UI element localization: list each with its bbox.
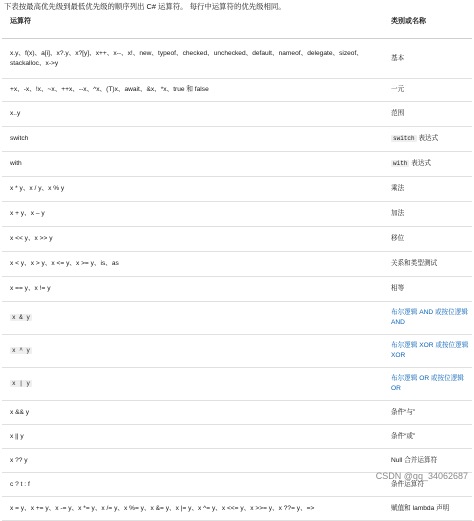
table-header-row [2,12,472,39]
table-row [2,368,472,401]
table-row [2,102,472,127]
operator-cell[interactable] [2,368,383,401]
table-row [2,202,472,227]
table-row [2,497,472,521]
category-cell: 基本 [383,39,472,79]
table-row [2,302,472,335]
table-body [2,39,472,521]
category-cell: 加法 [383,202,472,227]
table-row [2,177,472,202]
header-operators: 运算符 [2,12,383,39]
operator-cell[interactable]: switch [2,127,383,152]
table-row [2,425,472,449]
operator-cell[interactable] [2,335,383,368]
category-cell[interactable]: 布尔逻辑 AND 或按位逻辑 AND [383,302,472,335]
category-cell: 条件运算符 [383,473,472,497]
table-row [2,39,472,79]
category-cell: 乘法 [383,177,472,202]
category-cell: 条件“或” [383,425,472,449]
operator-precedence-table [2,12,472,521]
category-cell[interactable]: 布尔逻辑 XOR 或按位逻辑 XOR [383,335,472,368]
operator-cell[interactable] [2,302,383,335]
category-cell: 条件“与” [383,401,472,425]
operator-cell[interactable]: x * y、x / y、x % y [2,177,383,202]
category-cell [383,152,472,177]
operator-cell[interactable]: x == y、x != y [2,277,383,302]
category-keyword-code: switch [393,135,415,142]
header-category: 类别或名称 [383,12,472,39]
category-cell [383,127,472,152]
operator-cell[interactable]: x = y、x += y、x -= y、x *= y、x /= y、x %= y、x &= y、x |= y、x ^= y、x <<= y、x >>= y、x ??= y、=> [2,497,383,521]
operator-code: x ^ y [12,347,31,354]
category-cell: 移位 [383,227,472,252]
intro-text: 下表按最高优先级到最低优先级的顺序列出 C# 运算符。 每行中运算符的优先级相同。 [4,2,286,11]
table-row [2,252,472,277]
category-cell: 关系和类型测试 [383,252,472,277]
operator-cell[interactable]: x && y [2,401,383,425]
table-row [2,401,472,425]
operator-cell[interactable]: x || y [2,425,383,449]
category-keyword-code: with [393,160,408,167]
operator-cell[interactable]: +x、-x、!x、~x、++x、--x、^x、(T)x、await、&x、*x、true 和 false [2,79,383,102]
category-cell: 一元 [383,79,472,102]
operator-cell[interactable]: with [2,152,383,177]
operator-code: x & y [12,314,31,321]
watermark: CSDN @qq_34062687 [375,471,468,481]
table-row [2,152,472,177]
table-row [2,277,472,302]
table-row [2,449,472,473]
operator-cell[interactable]: x + y、x – y [2,202,383,227]
category-label: 表达式 [418,135,439,142]
operator-cell[interactable]: x.y、f(x)、a[i]、x?.y、x?[y]、x++、x--、x!、new、typeof、checked、unchecked、default、nameof、delegate、sizeof、stackalloc、x->y [2,39,383,79]
category-cell: 赋值和 lambda 声明 [383,497,472,521]
operator-cell[interactable]: x..y [2,102,383,127]
operator-code: x | y [12,380,31,387]
category-cell: 相等 [383,277,472,302]
operator-cell[interactable]: x < y、x > y、x <= y、x >= y、is、as [2,252,383,277]
operator-cell[interactable]: x ?? y [2,449,383,473]
table-row [2,79,472,102]
category-cell: 范围 [383,102,472,127]
table-row [2,127,472,152]
operator-cell[interactable]: x << y、x >> y [2,227,383,252]
table-row [2,335,472,368]
category-label: 表达式 [411,160,432,167]
category-cell: Null 合并运算符 [383,449,472,473]
table-row [2,227,472,252]
operator-cell[interactable]: c ? t : f [2,473,383,497]
category-cell[interactable]: 布尔逻辑 OR 或按位逻辑 OR [383,368,472,401]
